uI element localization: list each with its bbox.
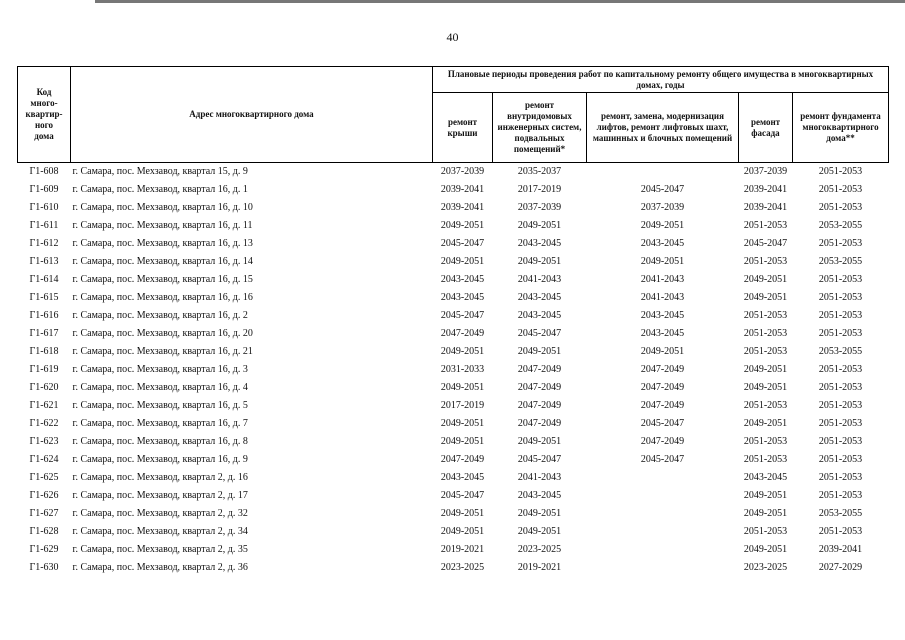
row-facade: 2049-2051	[743, 364, 788, 375]
row-address: г. Самара, пос. Мехзавод, квартал 2, д. 35	[72, 544, 248, 555]
row-foundation: 2051-2053	[818, 364, 863, 375]
row-systems: 2049-2051	[517, 256, 562, 267]
row-roof: 2039-2041	[440, 202, 485, 213]
table-row	[18, 505, 889, 523]
header-lift: ремонт, замена, модернизация лифтов, ремонт лифтовых шахт, машинных и блочных помещений	[587, 93, 739, 163]
row-lift: 2043-2045	[640, 310, 685, 321]
table-row	[18, 163, 889, 182]
row-foundation: 2051-2053	[793, 163, 889, 182]
row-facade: 2051-2053	[743, 526, 788, 537]
row-facade: 2037-2039	[739, 163, 793, 182]
table-row	[18, 235, 889, 253]
row-foundation: 2051-2053	[818, 526, 863, 537]
row-lift: 2047-2049	[640, 436, 685, 447]
row-code: Г1-610	[29, 202, 59, 213]
row-systems: 2045-2047	[517, 328, 562, 339]
header-systems: ремонт внутридомовых инженерных систем, подвальных помещений*	[493, 93, 587, 163]
row-lift: 2041-2043	[640, 292, 685, 303]
row-lift: 2049-2051	[640, 346, 685, 357]
row-address: г. Самара, пос. Мехзавод, квартал 16, д. 5	[72, 400, 248, 411]
row-lift: 2043-2045	[640, 238, 685, 249]
header-code-line: Код	[36, 87, 52, 97]
row-lift	[587, 523, 739, 541]
row-facade: 2049-2051	[743, 292, 788, 303]
table-row	[18, 523, 889, 541]
row-lift: 2049-2051	[640, 256, 685, 267]
row-foundation: 2053-2055	[818, 346, 863, 357]
row-code: Г1-627	[29, 508, 59, 519]
row-address: г. Самара, пос. Мехзавод, квартал 16, д. 10	[72, 202, 253, 213]
row-roof: 2049-2051	[440, 220, 485, 231]
row-facade: 2043-2045	[743, 472, 788, 483]
table-row	[18, 217, 889, 235]
row-roof: 2043-2045	[440, 274, 485, 285]
table-body	[18, 163, 889, 578]
row-systems: 2047-2049	[517, 418, 562, 429]
row-address: г. Самара, пос. Мехзавод, квартал 16, д. 16	[72, 292, 253, 303]
row-code: Г1-628	[29, 526, 59, 537]
table-row	[18, 271, 889, 289]
row-systems: 2019-2021	[517, 562, 562, 573]
row-code: Г1-623	[29, 436, 59, 447]
row-roof: 2049-2051	[440, 436, 485, 447]
header-periods: Плановые периоды проведения работ по капитальному ремонту общего имущества в многоквартирных домах, годы	[433, 67, 889, 93]
row-code: Г1-621	[29, 400, 59, 411]
row-facade: 2051-2053	[743, 328, 788, 339]
repair-schedule-table	[17, 66, 889, 577]
table-row	[18, 199, 889, 217]
row-facade: 2049-2051	[743, 508, 788, 519]
row-lift: 2045-2047	[640, 418, 685, 429]
row-lift: 2047-2049	[640, 400, 685, 411]
row-facade: 2039-2041	[743, 202, 788, 213]
row-address: г. Самара, пос. Мехзавод, квартал 16, д. 4	[72, 382, 248, 393]
row-foundation: 2051-2053	[818, 472, 863, 483]
row-lift: 2047-2049	[640, 382, 685, 393]
row-address: г. Самара, пос. Мехзавод, квартал 16, д. 1	[72, 184, 248, 195]
row-address: г. Самара, пос. Мехзавод, квартал 16, д. 11	[72, 220, 253, 231]
row-systems: 2035-2037	[493, 163, 587, 182]
row-foundation: 2053-2055	[818, 256, 863, 267]
row-facade: 2051-2053	[743, 436, 788, 447]
row-code: Г1-626	[29, 490, 59, 501]
row-systems: 2041-2043	[517, 472, 562, 483]
table-row	[18, 307, 889, 325]
row-address: г. Самара, пос. Мехзавод, квартал 16, д. 21	[72, 346, 253, 357]
row-systems: 2049-2051	[517, 436, 562, 447]
top-border-line	[95, 0, 905, 3]
row-code: Г1-630	[29, 562, 59, 573]
row-address: г. Самара, пос. Мехзавод, квартал 16, д. 2	[72, 310, 248, 321]
row-facade: 2051-2053	[743, 400, 788, 411]
row-lift	[587, 541, 739, 559]
row-systems: 2049-2051	[517, 526, 562, 537]
row-facade: 2039-2041	[743, 184, 788, 195]
row-foundation: 2053-2055	[818, 508, 863, 519]
row-foundation: 2051-2053	[818, 310, 863, 321]
row-foundation: 2051-2053	[818, 184, 863, 195]
row-foundation: 2051-2053	[818, 328, 863, 339]
row-lift: 2047-2049	[640, 364, 685, 375]
row-roof: 2049-2051	[440, 418, 485, 429]
header-code-line: квартир-	[25, 109, 63, 119]
row-roof: 2043-2045	[440, 472, 485, 483]
row-lift	[587, 487, 739, 505]
row-systems: 2047-2049	[517, 364, 562, 375]
row-address: г. Самара, пос. Мехзавод, квартал 2, д. 36	[72, 562, 248, 573]
row-foundation: 2053-2055	[818, 220, 863, 231]
row-roof: 2045-2047	[440, 238, 485, 249]
header-code-line: много-	[30, 98, 58, 108]
table-row	[18, 541, 889, 559]
row-foundation: 2051-2053	[818, 436, 863, 447]
table-row	[18, 397, 889, 415]
row-roof: 2049-2051	[440, 256, 485, 267]
row-foundation: 2027-2029	[818, 562, 863, 573]
table-row	[18, 361, 889, 379]
row-facade: 2049-2051	[743, 274, 788, 285]
row-lift	[587, 469, 739, 487]
header-code-line: ного	[34, 120, 54, 130]
header-foundation: ремонт фундамента многоквартирного дома**	[793, 93, 889, 163]
row-code: Г1-612	[29, 238, 59, 249]
table-row	[18, 325, 889, 343]
row-systems: 2043-2045	[517, 490, 562, 501]
row-systems: 2017-2019	[517, 184, 562, 195]
row-foundation: 2051-2053	[818, 292, 863, 303]
row-roof: 2037-2039	[433, 163, 493, 182]
row-systems: 2037-2039	[517, 202, 562, 213]
row-address: г. Самара, пос. Мехзавод, квартал 16, д. 8	[72, 436, 248, 447]
table-row	[18, 433, 889, 451]
row-foundation: 2051-2053	[818, 202, 863, 213]
row-facade: 2051-2053	[743, 220, 788, 231]
row-systems: 2047-2049	[517, 400, 562, 411]
row-lift: 2043-2045	[640, 328, 685, 339]
row-code: Г1-615	[29, 292, 59, 303]
header-facade: ремонт фасада	[739, 93, 793, 163]
row-address: г. Самара, пос. Мехзавод, квартал 16, д. 14	[72, 256, 253, 267]
table-row	[18, 253, 889, 271]
row-facade: 2051-2053	[743, 346, 788, 357]
row-foundation: 2051-2053	[818, 238, 863, 249]
table-row	[18, 487, 889, 505]
row-roof: 2017-2019	[440, 400, 485, 411]
row-lift: 2045-2047	[640, 184, 685, 195]
header-address: Адрес многоквартирного дома	[71, 67, 433, 163]
table-row	[18, 469, 889, 487]
row-code: Г1-613	[29, 256, 59, 267]
row-roof: 2039-2041	[440, 184, 485, 195]
row-systems: 2043-2045	[517, 292, 562, 303]
row-systems: 2023-2025	[517, 544, 562, 555]
row-foundation: 2051-2053	[818, 490, 863, 501]
row-roof: 2049-2051	[440, 526, 485, 537]
row-facade: 2049-2051	[743, 544, 788, 555]
row-roof: 2049-2051	[440, 346, 485, 357]
row-address: г. Самара, пос. Мехзавод, квартал 15, д. 9	[71, 163, 433, 182]
row-systems: 2049-2051	[517, 508, 562, 519]
row-address: г. Самара, пос. Мехзавод, квартал 16, д. 7	[72, 418, 248, 429]
row-foundation: 2051-2053	[818, 274, 863, 285]
row-roof: 2043-2045	[440, 292, 485, 303]
row-facade: 2049-2051	[743, 382, 788, 393]
row-code: Г1-614	[29, 274, 59, 285]
row-code: Г1-611	[29, 220, 59, 231]
table-row	[18, 415, 889, 433]
row-foundation: 2051-2053	[818, 382, 863, 393]
row-lift	[587, 505, 739, 523]
row-systems: 2049-2051	[517, 346, 562, 357]
row-systems: 2045-2047	[517, 454, 562, 465]
row-address: г. Самара, пос. Мехзавод, квартал 2, д. 16	[72, 472, 248, 483]
row-facade: 2051-2053	[743, 310, 788, 321]
row-code: Г1-622	[29, 418, 59, 429]
row-facade: 2051-2053	[743, 256, 788, 267]
row-systems: 2047-2049	[517, 382, 562, 393]
page-number: 40	[446, 30, 459, 44]
row-lift: 2049-2051	[640, 220, 685, 231]
row-foundation: 2051-2053	[818, 454, 863, 465]
row-code: Г1-616	[29, 310, 59, 321]
row-systems: 2041-2043	[517, 274, 562, 285]
row-roof: 2019-2021	[440, 544, 485, 555]
row-roof: 2023-2025	[440, 562, 485, 573]
row-systems: 2049-2051	[517, 220, 562, 231]
row-roof: 2045-2047	[440, 310, 485, 321]
row-systems: 2043-2045	[517, 310, 562, 321]
row-address: г. Самара, пос. Мехзавод, квартал 16, д. 9	[72, 454, 248, 465]
row-foundation: 2039-2041	[818, 544, 863, 555]
row-code: Г1-629	[29, 544, 59, 555]
row-code: Г1-620	[29, 382, 59, 393]
row-code: Г1-624	[29, 454, 59, 465]
row-lift: 2045-2047	[640, 454, 685, 465]
row-foundation: 2051-2053	[818, 400, 863, 411]
table-row	[18, 289, 889, 307]
row-facade: 2045-2047	[743, 238, 788, 249]
row-code: Г1-617	[29, 328, 59, 339]
header-code	[18, 67, 71, 163]
row-address: г. Самара, пос. Мехзавод, квартал 16, д. 13	[72, 238, 253, 249]
row-code: Г1-625	[29, 472, 59, 483]
row-lift	[587, 559, 739, 577]
table-row	[18, 343, 889, 361]
row-lift: 2041-2043	[640, 274, 685, 285]
row-code: Г1-618	[29, 346, 59, 357]
table-row	[18, 379, 889, 397]
row-address: г. Самара, пос. Мехзавод, квартал 2, д. 34	[72, 526, 248, 537]
row-address: г. Самара, пос. Мехзавод, квартал 2, д. 32	[72, 508, 248, 519]
row-facade: 2049-2051	[743, 418, 788, 429]
row-roof: 2045-2047	[440, 490, 485, 501]
row-address: г. Самара, пос. Мехзавод, квартал 16, д. 20	[72, 328, 253, 339]
row-code: Г1-619	[29, 364, 59, 375]
row-roof: 2049-2051	[440, 508, 485, 519]
row-facade: 2051-2053	[743, 454, 788, 465]
row-lift	[587, 163, 739, 182]
row-address: г. Самара, пос. Мехзавод, квартал 16, д. 15	[72, 274, 253, 285]
row-code: Г1-608	[18, 163, 71, 182]
table-row	[18, 451, 889, 469]
row-address: г. Самара, пос. Мехзавод, квартал 16, д. 3	[72, 364, 248, 375]
row-roof: 2031-2033	[440, 364, 485, 375]
row-foundation: 2051-2053	[818, 418, 863, 429]
row-systems: 2043-2045	[517, 238, 562, 249]
row-facade: 2049-2051	[743, 490, 788, 501]
row-roof: 2049-2051	[440, 382, 485, 393]
row-roof: 2047-2049	[440, 328, 485, 339]
row-address: г. Самара, пос. Мехзавод, квартал 2, д. 17	[72, 490, 248, 501]
row-lift: 2037-2039	[640, 202, 685, 213]
header-code-line: дома	[34, 131, 54, 141]
table-row	[18, 559, 889, 577]
row-roof: 2047-2049	[440, 454, 485, 465]
table-row	[18, 181, 889, 199]
row-facade: 2023-2025	[743, 562, 788, 573]
header-roof: ремонт крыши	[433, 93, 493, 163]
row-code: Г1-609	[29, 184, 59, 195]
